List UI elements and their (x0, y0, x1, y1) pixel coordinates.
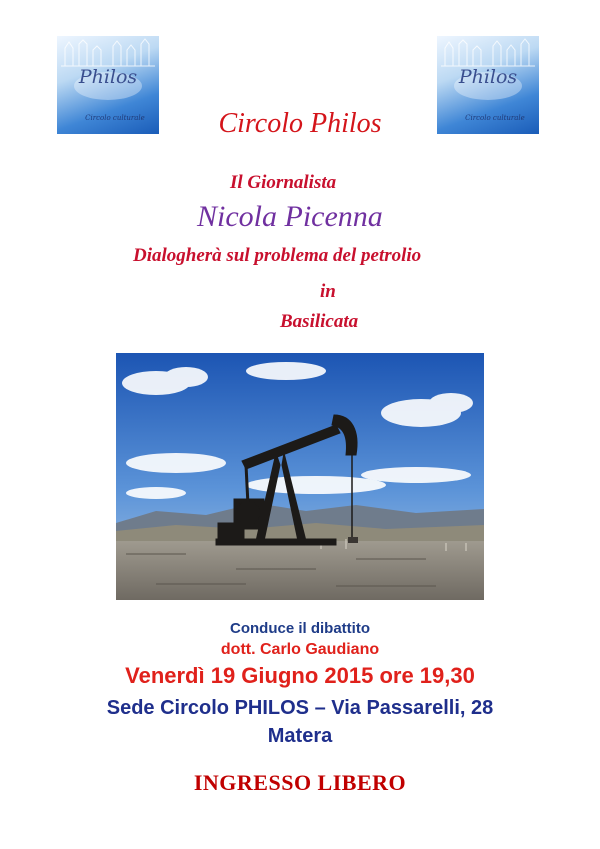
moderator-name: dott. Carlo Gaudiano (220, 641, 380, 658)
logo-text: Philos (78, 66, 138, 88)
event-venue: Sede Circolo PHILOS – Via Passarelli, 28 (106, 697, 494, 719)
event-city: Matera (267, 725, 333, 747)
speaker-role: Il Giornalista (230, 172, 337, 193)
page-title: Circolo Philos (218, 108, 382, 139)
event-date-time: Venerdì 19 Giugno 2015 ore 19,30 (125, 663, 475, 688)
oil-pumpjack-photo (116, 353, 484, 600)
speaker-name: Nicola Picenna (197, 200, 383, 233)
logo-subtext: Circolo culturale (465, 114, 525, 122)
moderator-label: Conduce il dibattito (230, 620, 370, 637)
topic-line-2: in (320, 281, 336, 302)
logo-subtext: Circolo culturale (85, 114, 145, 122)
free-entry-notice: INGRESSO LIBERO (193, 770, 407, 795)
topic-line-1: Dialogherà sul problema del petrolio (133, 245, 422, 266)
logo-text: Philos (458, 66, 518, 88)
oil-pumpjack-icon (116, 353, 484, 600)
topic-line-3: Basilicata (280, 311, 359, 332)
